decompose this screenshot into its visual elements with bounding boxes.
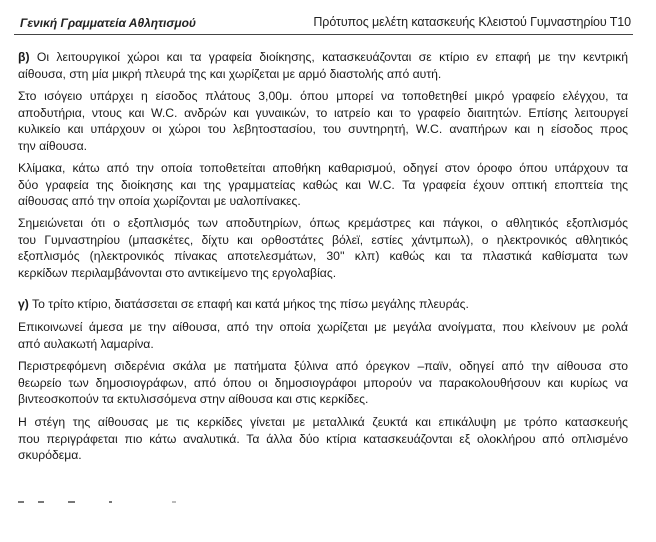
text-line: εξοπλισμός (ηλεκτρονικός πίνακας αποτελεσμάτων, 30'' κλπ) καθώς και τα πλαστικά καθίσματα των — [18, 249, 628, 263]
text-line: που περιγράφεται πιο κάτω αναλυτικά. Τα άλλα δύο κτίρια κατασκευάζονται εξ ολοκλήρου από οπλισμένο — [18, 431, 628, 446]
text-line: Η στέγη της αίθουσας με τις κερκίδες γίνεται με μεταλλικά ζευκτά και επικάλυψη με τρόπο κατασκευής — [18, 415, 628, 429]
paragraph — [18, 160, 628, 210]
section-label: β) — [18, 50, 30, 64]
paragraph-section-b — [18, 49, 628, 82]
text-line: του Γυμναστηρίου (μπασκέτες, δίχτυ και ορθοστάτες βόλεϊ, εστίες χάντμπωλ), ο ηλεκτρονικός αθλητικός — [18, 232, 628, 247]
text-line: κερκίδων περιλαμβάνονται στο αντικείμενο της εργολαβίας. — [18, 265, 337, 280]
scan-mark — [109, 501, 112, 503]
text-line: β) Οι λειτουργικοί χώροι και τα γραφεία διοίκησης, κατασκευάζονται σε κτίριο εν επαφή με την κεντρική — [18, 50, 628, 64]
text-line: γ) Το τρίτο κτίριο, διατάσσεται σε επαφή και κατά μήκος της πίσω μεγάλης πλευράς. — [18, 297, 469, 311]
section-label: γ) — [18, 297, 29, 311]
page-header — [14, 15, 633, 35]
text-line: Σημειώνεται ότι ο εξοπλισμός των αποδυτηρίων, όπως κρεμάστρες και πάγκοι, ο αθλητικός εξοπλισμός — [18, 216, 628, 230]
text-line: Επικοινωνεί άμεσα με την αίθουσα, από την οποία χωρίζεται με μεγάλα ανοίγματα, που κλείνουν με ρολά — [18, 320, 628, 334]
text-line: Περιστρεφόμενη σιδερένια σκάλα με πατήματα ξύλινα από όρεγκον –παϊν, οδηγεί από την αίθουσα στο — [18, 359, 628, 373]
text-line: θεωρείο των δημοσιογράφων, από όπου οι δημοσιογράφοι μπορούν να παρακολουθήσουν και κυρίως να — [18, 375, 628, 390]
header-document-title: Πρότυπος μελέτη κατασκευής Κλειστού Γυμναστηρίου Τ10 — [313, 15, 631, 29]
text-line: αίθουσα, στη μία μικρή πλευρά της και χωρίζεται με αρμό διαστολής από αυτή. — [18, 66, 442, 81]
paragraph — [18, 88, 628, 154]
text-line: αίθουσας από την οποία χωρίζονται με υαλοπίνακες. — [18, 194, 301, 208]
text-line: δύο γραφεία της διοίκησης και της γραμματείας καθώς και W.C. Τα γραφεία έχουν οπτική εποπτεία της — [18, 177, 628, 192]
paragraph-section-c — [18, 296, 628, 313]
scan-mark — [38, 501, 44, 503]
text-line: Στο ισόγειο υπάρχει η είσοδος πλάτους 3,00μ. όπου μπορεί να τοποθετηθεί μικρό γραφείο ελέγχου, τα — [18, 89, 628, 103]
text-line: την αίθουσα. — [18, 138, 88, 153]
paragraph — [18, 414, 628, 464]
header-organization: Γενική Γραμματεία Αθλητισμού — [20, 16, 196, 30]
paragraph — [18, 319, 628, 352]
scan-mark — [68, 501, 75, 503]
paragraph — [18, 358, 628, 408]
scan-mark — [172, 501, 176, 503]
footer-scan-marks — [18, 501, 188, 505]
text-line: βιντεοσκοπούν τα εκτυλισσόμενα στην αίθουσα και στις κερκίδες. — [18, 392, 369, 406]
text-line: σκυρόδεμα. — [18, 448, 82, 462]
paragraph — [18, 215, 628, 281]
scan-mark — [18, 501, 24, 503]
text-line: από αυλακωτή λαμαρίνα. — [18, 336, 154, 351]
text-line: αποδυτήρια, ντους και W.C. ανδρών και γυναικών, το ιατρείο και το γραφείο διαιτητών. Επίσης λειτουργεί — [18, 105, 628, 120]
text-line: Κλίμακα, κάτω από την οποία τοποθετείται αποθήκη καθαρισμού, οδηγεί στον όροφο όπου υπάρχουν τα — [18, 161, 628, 175]
text-line: κυλικείο και υπάρχουν οι χώροι του λεβητοστασίου, του συντηρητή, W.C. αναπήρων και η είσοδος προς — [18, 122, 628, 136]
